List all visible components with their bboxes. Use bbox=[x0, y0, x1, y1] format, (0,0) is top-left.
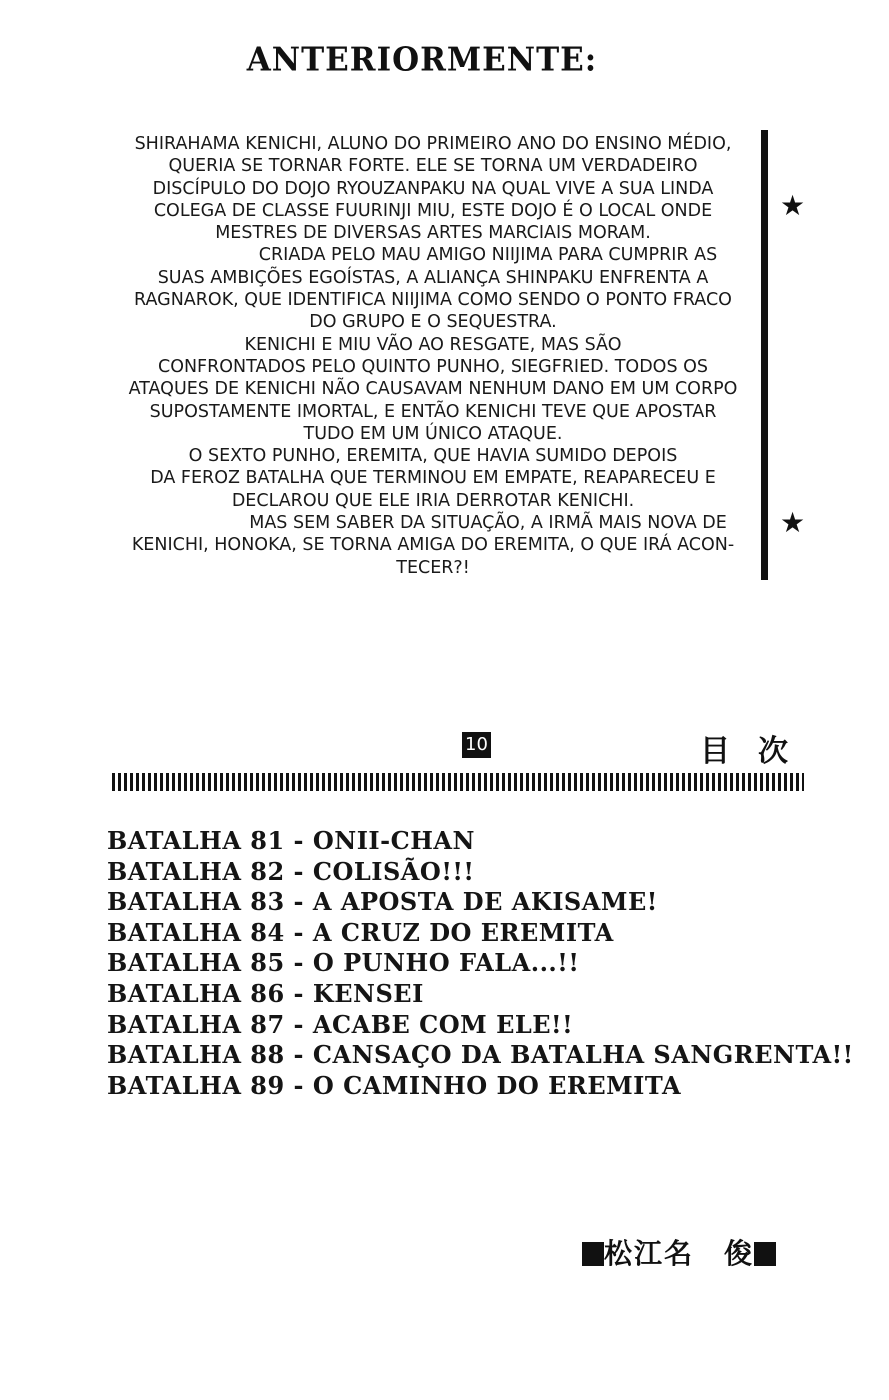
summary-line: KENICHI, HONOKA, SE TORNA AMIGA DO EREMITA, O QUE IRÁ ACON- bbox=[131, 535, 735, 556]
summary-line: SUPOSTAMENTE IMORTAL, E ENTÃO KENICHI TEVE QUE APOSTAR bbox=[149, 401, 717, 422]
chapter-item: BATALHA 82 - COLISÃO!!! bbox=[107, 856, 475, 886]
summary-line: CRIADA PELO MAU AMIGO NIIJIMA PARA CUMPRIR AS bbox=[258, 245, 718, 266]
summary-line: O SEXTO PUNHO, EREMITA, QUE HAVIA SUMIDO DEPOIS bbox=[188, 446, 678, 467]
author-name: 松江名 俊 bbox=[604, 1237, 755, 1270]
summary-line: ATAQUES DE KENICHI NÃO CAUSAVAM NENHUM DANO EM UM CORPO bbox=[128, 379, 738, 400]
summary-line: SUAS AMBIÇÕES EGOÍSTAS, A ALIANÇA SHINPAKU ENFRENTA A bbox=[157, 267, 709, 288]
chapter-item: BATALHA 81 - ONII-CHAN bbox=[107, 826, 475, 855]
summary-line: QUERIA SE TORNAR FORTE. ELE SE TORNA UM VERDADEIRO bbox=[168, 156, 698, 177]
chapter-item: BATALHA 85 - O PUNHO FALA...!! bbox=[107, 948, 580, 978]
contents-title-cjk: 目次 bbox=[700, 734, 816, 769]
summary-line: MAS SEM SABER DA SITUAÇÃO, A IRMÃ MAIS NOVA DE bbox=[249, 513, 727, 534]
vertical-divider bbox=[761, 130, 768, 580]
chapter-item: BATALHA 84 - A CRUZ DO EREMITA bbox=[107, 917, 614, 947]
story-summary bbox=[100, 133, 766, 579]
summary-line: CONFRONTADOS PELO QUINTO PUNHO, SIEGFRIED. TODOS OS bbox=[157, 356, 709, 377]
summary-line: SHIRAHAMA KENICHI, ALUNO DO PRIMEIRO ANO DO ENSINO MÉDIO, bbox=[134, 134, 732, 154]
summary-line: DISCÍPULO DO DOJO RYOUZANPAKU NA QUAL VIVE A SUA LINDA bbox=[152, 178, 714, 199]
star-icon: ★ bbox=[780, 506, 806, 539]
page-title: ANTERIORMENTE: bbox=[246, 41, 598, 79]
chapter-item: BATALHA 86 - KENSEI bbox=[107, 978, 424, 1008]
table-of-contents bbox=[107, 826, 854, 1101]
chapter-item: BATALHA 87 - ACABE COM ELE!! bbox=[107, 1009, 574, 1039]
summary-line: RAGNAROK, QUE IDENTIFICA NIIJIMA COMO SENDO O PONTO FRACO bbox=[134, 290, 732, 311]
chapter-item: BATALHA 83 - A APOSTA DE AKISAME! bbox=[107, 887, 658, 917]
summary-line: DECLAROU QUE ELE IRIA DERROTAR KENICHI. bbox=[231, 490, 635, 511]
summary-line: TUDO EM UM ÚNICO ATAQUE. bbox=[303, 423, 563, 444]
author-credit bbox=[582, 1232, 776, 1272]
summary-line: COLEGA DE CLASSE FUURINJI MIU, ESTE DOJO É O LOCAL ONDE bbox=[153, 200, 713, 221]
decorative-ruler bbox=[112, 773, 804, 791]
summary-line: MESTRES DE DIVERSAS ARTES MARCIAIS MORAM. bbox=[215, 223, 651, 244]
square-icon bbox=[754, 1242, 776, 1266]
star-icon: ★ bbox=[780, 189, 806, 222]
chapter-item: BATALHA 89 - O CAMINHO DO EREMITA bbox=[107, 1070, 682, 1100]
summary-line: KENICHI E MIU VÃO AO RESGATE, MAS SÃO bbox=[244, 334, 622, 355]
volume-number-badge: 10 bbox=[462, 732, 491, 758]
summary-line: DA FEROZ BATALHA QUE TERMINOU EM EMPATE, REAPARECEU E bbox=[150, 468, 716, 489]
chapter-item: BATALHA 88 - CANSAÇO DA BATALHA SANGRENTA!! bbox=[107, 1040, 854, 1070]
summary-line: DO GRUPO E O SEQUESTRA. bbox=[309, 312, 557, 333]
square-icon bbox=[582, 1242, 604, 1266]
summary-line: TECER?! bbox=[396, 557, 470, 578]
